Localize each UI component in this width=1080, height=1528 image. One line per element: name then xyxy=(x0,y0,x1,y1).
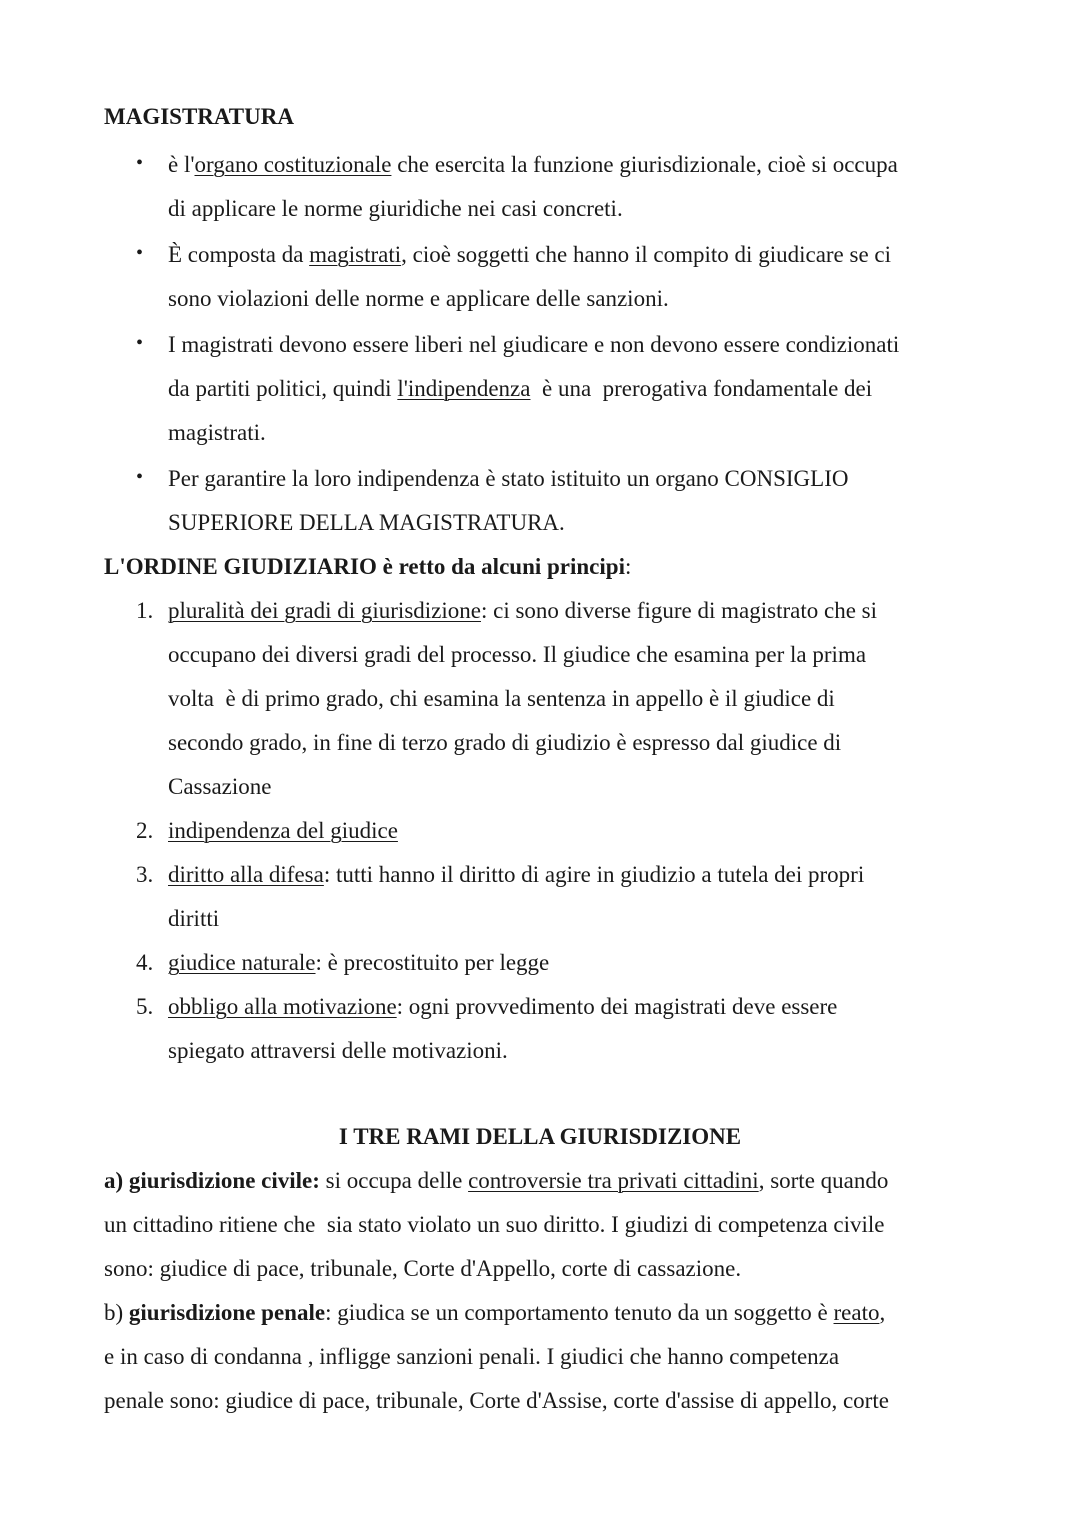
bullet-1-line-2: di applicare le norme giuridiche nei casi concreti. xyxy=(168,196,623,221)
text-segment: è l' xyxy=(168,152,195,177)
bullet-marker: • xyxy=(136,466,144,488)
text-segment: che esercita la funzione giurisdizionale, cioè si occupa xyxy=(391,152,898,177)
civile-line-2: un cittadino ritiene che sia stato violato un suo diritto. I giudizi di competenza civile xyxy=(104,1212,885,1237)
text-segment: , sorte quando xyxy=(758,1168,889,1193)
underlined-term: organo costituzionale xyxy=(194,152,392,177)
principle-3-line-2: diritti xyxy=(168,906,220,931)
text-segment: : tutti hanno il diritto di agire in giudizio a tutela dei propri xyxy=(323,862,865,887)
principle-1-line-2: occupano dei diversi gradi del processo. Il giudice che esamina per la prima xyxy=(168,642,867,667)
text-segment: È composta da xyxy=(168,242,310,267)
principle-1-line-3: volta è di primo grado, chi esamina la sentenza in appello è il giudice di xyxy=(168,686,835,711)
underlined-term: diritto alla difesa xyxy=(168,862,324,887)
penale-line-2: e in caso di condanna , infligge sanzioni penali. I giudici che hanno competenza xyxy=(104,1344,840,1369)
principle-1-line-1 xyxy=(168,598,877,624)
heading-colon: : xyxy=(624,554,632,579)
principle-1-line-4: secondo grado, in fine di terzo grado di giudizio è espresso dal giudice di xyxy=(168,730,842,755)
principle-1-line-5: Cassazione xyxy=(168,774,272,799)
bullet-3-line-3: magistrati. xyxy=(168,420,266,445)
text-segment: , cioè soggetti che hanno il compito di giudicare se ci xyxy=(401,242,892,267)
bullet-3-line-1: I magistrati devono essere liberi nel giudicare e non devono essere condizionati xyxy=(168,332,900,357)
principle-5-line-1 xyxy=(168,994,837,1020)
principle-5-line-2: spiegato attraversi delle motivazioni. xyxy=(168,1038,508,1063)
section-title-rami: I TRE RAMI DELLA GIURISDIZIONE xyxy=(338,1124,742,1149)
text-segment: : ogni provvedimento dei magistrati deve essere xyxy=(396,994,838,1019)
underlined-term: magistrati xyxy=(309,242,402,267)
text-segment: : giudica se un comportamento tenuto da un soggetto è xyxy=(325,1300,834,1325)
list-number: 3. xyxy=(136,862,154,887)
bullet-3-line-2 xyxy=(168,376,872,402)
text-segment: b) xyxy=(104,1300,129,1325)
section-title-magistratura: MAGISTRATURA xyxy=(104,104,294,129)
bold-term: a) giurisdizione civile: xyxy=(104,1168,320,1193)
bullet-4-line-1: Per garantire la loro indipendenza è stato istituito un organo CONSIGLIO xyxy=(168,466,849,491)
civile-line-1 xyxy=(104,1168,888,1194)
bullet-marker: • xyxy=(136,152,144,174)
bullet-marker: • xyxy=(136,332,144,354)
underlined-term: pluralità dei gradi di giurisdizione xyxy=(168,598,481,623)
penale-line-1 xyxy=(104,1300,885,1326)
list-number: 4. xyxy=(136,950,154,975)
text-segment: , xyxy=(879,1300,886,1325)
list-number: 2. xyxy=(136,818,154,843)
bullet-2-line-1 xyxy=(168,242,891,268)
underlined-term: l'indipendenza xyxy=(397,376,531,401)
principle-2-line-1 xyxy=(168,818,398,844)
ordine-giudiziario-heading xyxy=(104,554,631,580)
penale-line-3: penale sono: giudice di pace, tribunale, Corte d'Assise, corte d'assise di appello, corte xyxy=(104,1388,889,1413)
civile-line-3: sono: giudice di pace, tribunale, Corte d'Appello, corte di cassazione. xyxy=(104,1256,742,1281)
list-number: 1. xyxy=(136,598,154,623)
list-number: 5. xyxy=(136,994,154,1019)
bullet-2-line-2: sono violazioni delle norme e applicare delle sanzioni. xyxy=(168,286,669,311)
principle-4-line-1 xyxy=(168,950,549,976)
bullet-marker: • xyxy=(136,242,144,264)
text-segment: è una prerogativa fondamentale dei xyxy=(530,376,873,401)
underlined-term: reato xyxy=(833,1300,880,1325)
bullet-4-line-2: SUPERIORE DELLA MAGISTRATURA. xyxy=(168,510,565,535)
underlined-term: indipendenza del giudice xyxy=(168,818,398,843)
underlined-term: controversie tra privati cittadini xyxy=(468,1168,759,1193)
bold-term: giurisdizione penale xyxy=(128,1300,326,1325)
text-segment: : ci sono diverse figure di magistrato che si xyxy=(480,598,877,623)
heading-text: L'ORDINE GIUDIZIARIO è retto da alcuni principi xyxy=(104,554,625,579)
bullet-1-line-1 xyxy=(168,152,898,178)
principle-3-line-1 xyxy=(168,862,864,888)
underlined-term: obbligo alla motivazione xyxy=(168,994,397,1019)
text-segment: da partiti politici, quindi xyxy=(168,376,398,401)
underlined-term: giudice naturale xyxy=(168,950,316,975)
text-segment: si occupa delle xyxy=(319,1168,469,1193)
text-segment: : è precostituito per legge xyxy=(315,950,550,975)
